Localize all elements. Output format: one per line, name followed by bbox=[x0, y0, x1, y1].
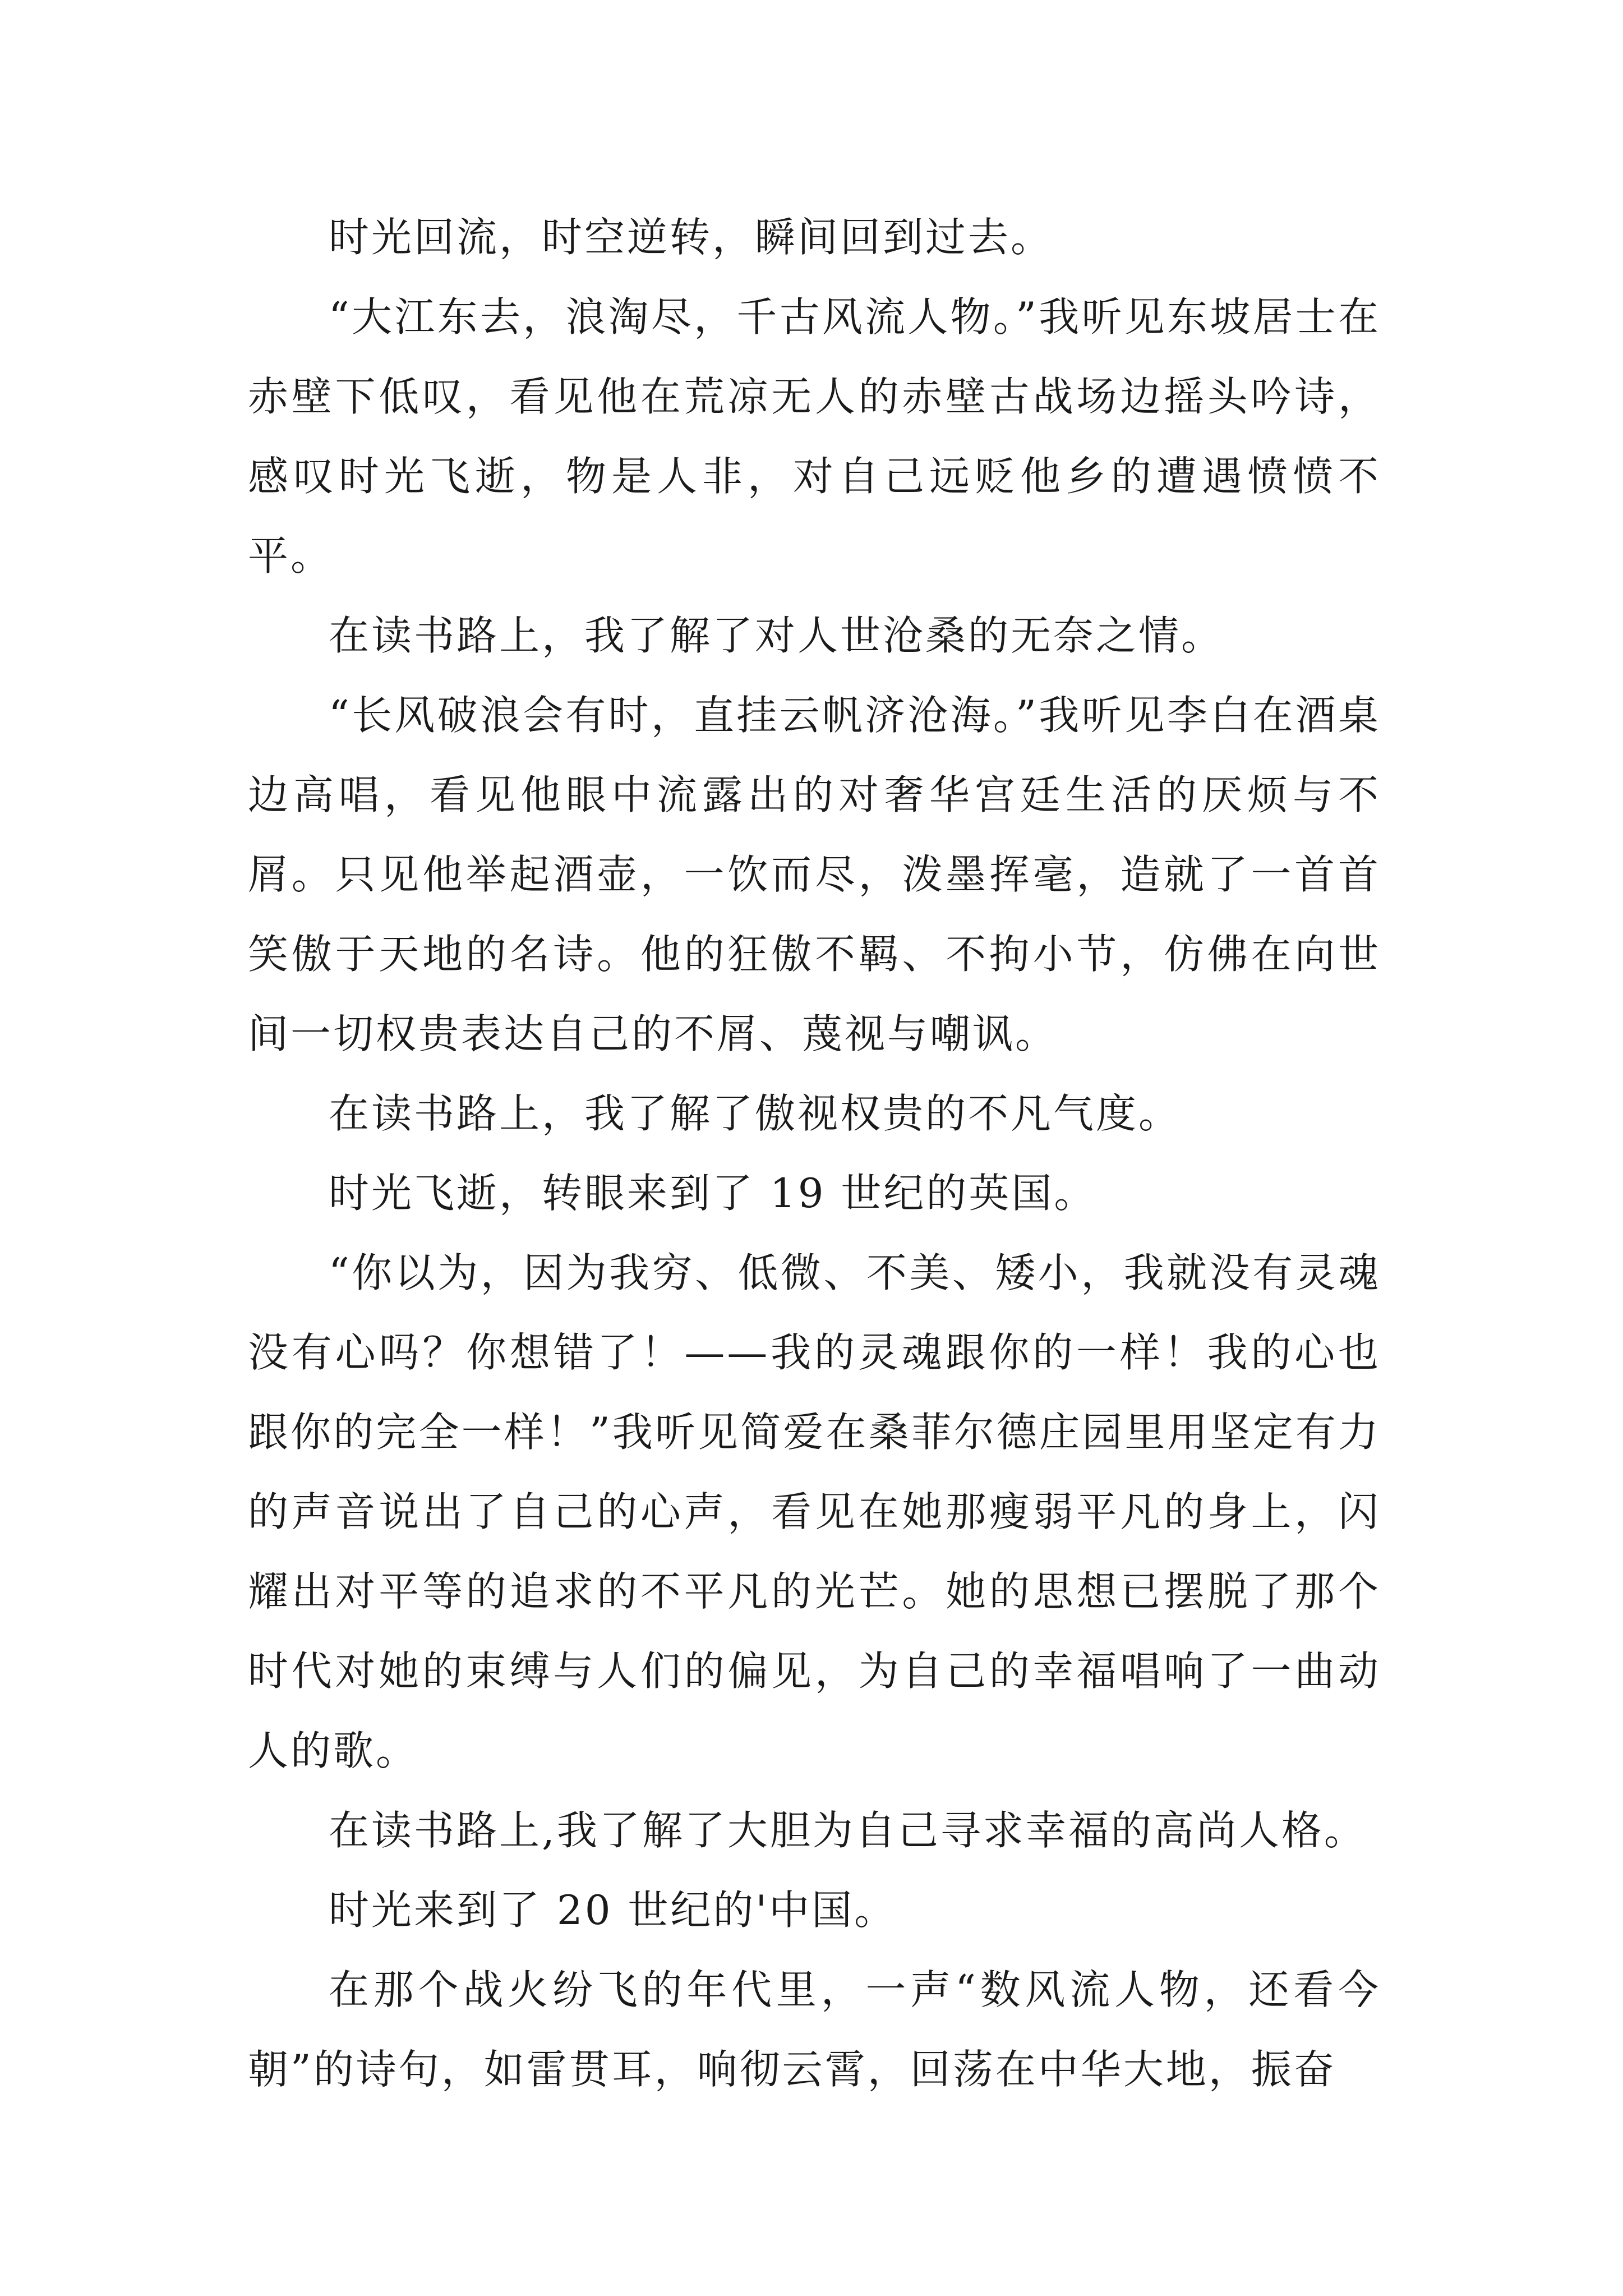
document-body bbox=[248, 197, 1381, 2109]
paragraph: 在读书路上,我了解了大胆为自己寻求幸福的高尚人格。 bbox=[329, 1807, 1367, 1854]
paragraph: 在读书路上，我了解了对人世沧桑的无奈之情。 bbox=[329, 612, 1224, 659]
paragraph: 时光回流，时空逆转，瞬间回到过去。 bbox=[329, 214, 1054, 261]
paragraph: 在读书路上，我了解了傲视权贵的不凡气度。 bbox=[329, 1090, 1182, 1137]
paragraph: 在那个战火纷飞的年代里，一声“数风流人物，还看今朝”的诗句，如雷贯耳，响彻云霄，回荡在中华大地，振奋 bbox=[248, 1966, 1381, 2093]
paragraph: 时光来到了 20 世纪的'中国。 bbox=[329, 1887, 897, 1934]
paragraph: 时光飞逝，转眼来到了 19 世纪的英国。 bbox=[329, 1170, 1097, 1217]
paragraph: “长风破浪会有时，直挂云帆济沧海。”我听见李白在酒桌边高唱，看见他眼中流露出的对奢华宫廷生活的厌烦与不屑。只见他举起酒壶，一饮而尽，泼墨挥毫，造就了一首首笑傲于天地的名诗。他的狂傲不羁、不拘小节，仿佛在向世间一切权贵表达自己的不屑、蔑视与嘲讽。 bbox=[248, 692, 1381, 1057]
paragraph: “你以为，因为我穷、低微、不美、矮小，我就没有灵魂没有心吗？你想错了！——我的灵魂跟你的一样！我的心也跟你的完全一样！”我听见简爱在桑菲尔德庄园里用坚定有力的声音说出了自己的心声，看见在她那瘦弱平凡的身上，闪耀出对平等的追求的不平凡的光芒。她的思想已摆脱了那个时代对她的束缚与人们的偏见，为自己的幸福唱响了一曲动人的歌。 bbox=[248, 1249, 1381, 1774]
paragraph: “大江东去，浪淘尽，千古风流人物。”我听见东坡居士在赤壁下低叹，看见他在荒凉无人的赤壁古战场边摇头吟诗，感叹时光飞逝，物是人非，对自己远贬他乡的遭遇愤愤不平。 bbox=[248, 293, 1381, 579]
